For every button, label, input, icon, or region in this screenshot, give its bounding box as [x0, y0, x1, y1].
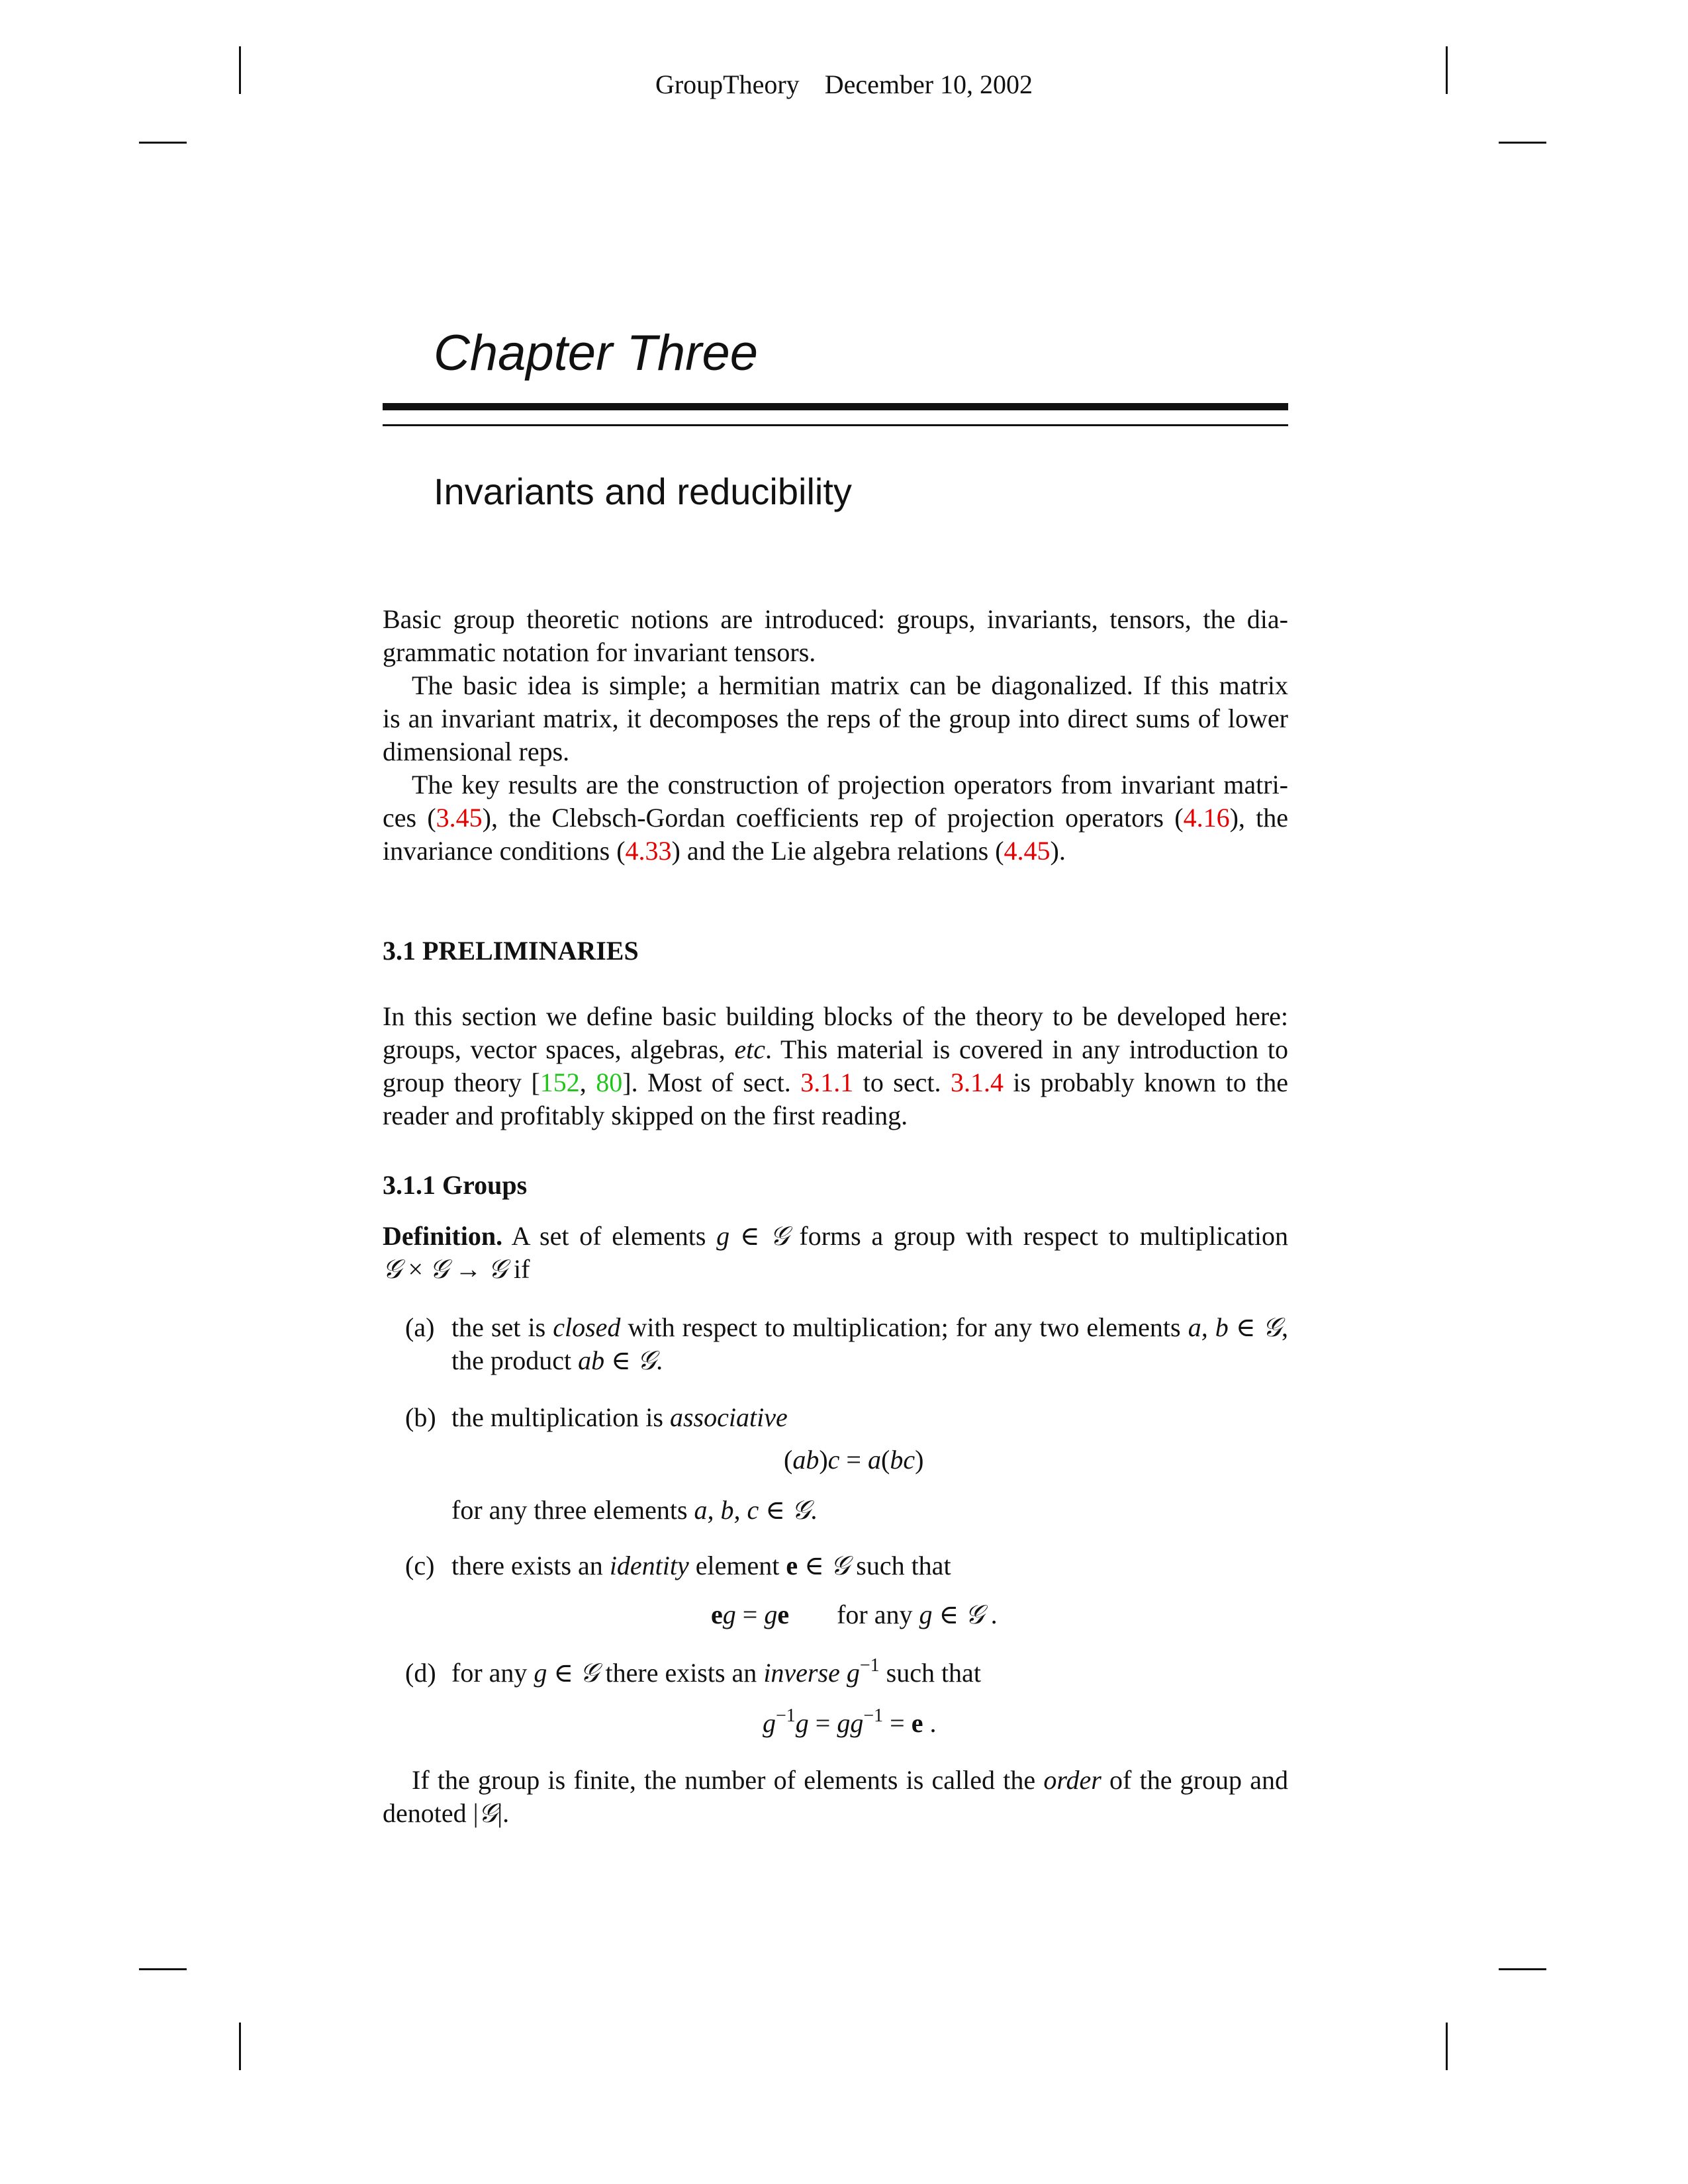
chapter-subtitle: Invariants and reducibility: [434, 471, 852, 512]
item-body: [451, 1311, 1288, 1377]
running-header: [0, 69, 1688, 100]
definition-paragraph: [383, 1220, 1288, 1286]
header-book-title: GroupTheory: [655, 69, 800, 99]
text-line: is an invariant matrix, it decomposes the reps of the group into direct sums of lower: [383, 704, 1288, 733]
inverse-equation: $g^{-1}g = gg^{-1} = e$ .: [763, 1706, 937, 1738]
equation-ref-4-45[interactable]: 4.45: [1004, 836, 1051, 866]
definition-label: Definition.: [383, 1221, 503, 1251]
crop-mark-top-left-horizontal: [139, 142, 187, 144]
header-date: December 10, 2002: [824, 69, 1033, 99]
citation-152[interactable]: 152: [539, 1068, 580, 1097]
section-ref-3-1-1[interactable]: 3.1.1: [800, 1068, 854, 1097]
text-line: Basic group theoretic notions are introduced: groups, invariants, tensors, the dia-: [383, 604, 1288, 634]
equation-ref-4-33[interactable]: 4.33: [625, 836, 672, 866]
text-line: there exists an identity element e ∈ 𝒢 such that: [451, 1551, 951, 1580]
text-line: the set is closed with respect to multiplication; for any two elements a, b ∈ 𝒢,: [451, 1312, 1289, 1342]
item-label: (b): [405, 1402, 436, 1432]
intro-paragraph-1: [383, 603, 1288, 669]
text-line: grammatic notation for invariant tensors.: [383, 637, 816, 667]
section-ref-3-1-4[interactable]: 3.1.4: [950, 1068, 1004, 1097]
crop-mark-bottom-left-horizontal: [139, 1968, 187, 1970]
item-label: (a): [405, 1312, 435, 1342]
item-label: (d): [405, 1658, 436, 1688]
crop-mark-bottom-right-vertical: [1446, 2023, 1448, 2070]
text-line: group theory [152, 80]. Most of sect. 3.1.1 to sect. 3.1.4 is probably known to the: [383, 1068, 1289, 1097]
associativity-equation: (ab)c = a(bc): [784, 1445, 924, 1475]
text-line: 𝒢 × 𝒢 → 𝒢 if: [383, 1254, 530, 1284]
text-line: Definition. A set of elements g ∈ 𝒢 forms a group with respect to multiplication: [383, 1221, 1289, 1251]
crop-mark-bottom-right-horizontal: [1499, 1968, 1546, 1970]
text-line: The basic idea is simple; a hermitian matrix can be diagonalized. If this matrix: [412, 670, 1288, 700]
text-line: dimensional reps.: [383, 737, 570, 766]
text-line: the multiplication is associative: [451, 1402, 788, 1432]
item-body: [451, 1494, 1288, 1527]
equation-ref-3-45[interactable]: 3.45: [436, 803, 483, 833]
section-heading: 3.1 PRELIMINARIES: [383, 936, 639, 966]
item-body: [451, 1549, 1288, 1582]
subsection-heading: 3.1.1 Groups: [383, 1170, 528, 1200]
chapter-rule-thin: [383, 424, 1288, 426]
item-body: [451, 1657, 1288, 1690]
order-paragraph: [383, 1764, 1288, 1830]
intro-paragraph-3: [383, 768, 1288, 868]
chapter-title: Chapter Three: [434, 325, 759, 381]
text-line: groups, vector spaces, algebras, etc. This material is covered in any introduction to: [383, 1034, 1289, 1064]
citation-80[interactable]: 80: [596, 1068, 623, 1097]
text-line: for any three elements a, b, c ∈ 𝒢.: [451, 1495, 818, 1525]
text-line: ces (3.45), the Clebsch-Gordan coefficients rep of projection operators (4.16), the: [383, 803, 1289, 833]
crop-mark-top-right-horizontal: [1499, 142, 1546, 144]
text-line: for any g ∈ 𝒢 there exists an inverse $g^{-1}$ such that: [451, 1655, 981, 1688]
text-line: If the group is finite, the number of elements is called the order of the group and: [412, 1765, 1288, 1795]
equation-ref-4-16[interactable]: 4.16: [1183, 803, 1230, 833]
section-paragraph: [383, 1000, 1288, 1132]
intro-paragraph-2: [383, 669, 1288, 768]
item-label: (c): [405, 1551, 435, 1580]
text-line: reader and profitably skipped on the first reading.: [383, 1101, 908, 1130]
text-line: denoted |𝒢|.: [383, 1798, 510, 1828]
crop-mark-bottom-left-vertical: [239, 2023, 241, 2070]
text-line: invariance conditions (4.33) and the Lie algebra relations (4.45).: [383, 836, 1066, 866]
identity-equation: eg = ge for any g ∈ 𝒢 .: [711, 1600, 998, 1629]
text-line: In this section we define basic building blocks of the theory to be developed here:: [383, 1001, 1288, 1031]
chapter-rule-thick: [383, 403, 1288, 410]
text-line: The key results are the construction of projection operators from invariant matri-: [412, 770, 1288, 799]
item-body: [451, 1401, 1288, 1434]
text-line: the product ab ∈ 𝒢.: [451, 1345, 663, 1375]
